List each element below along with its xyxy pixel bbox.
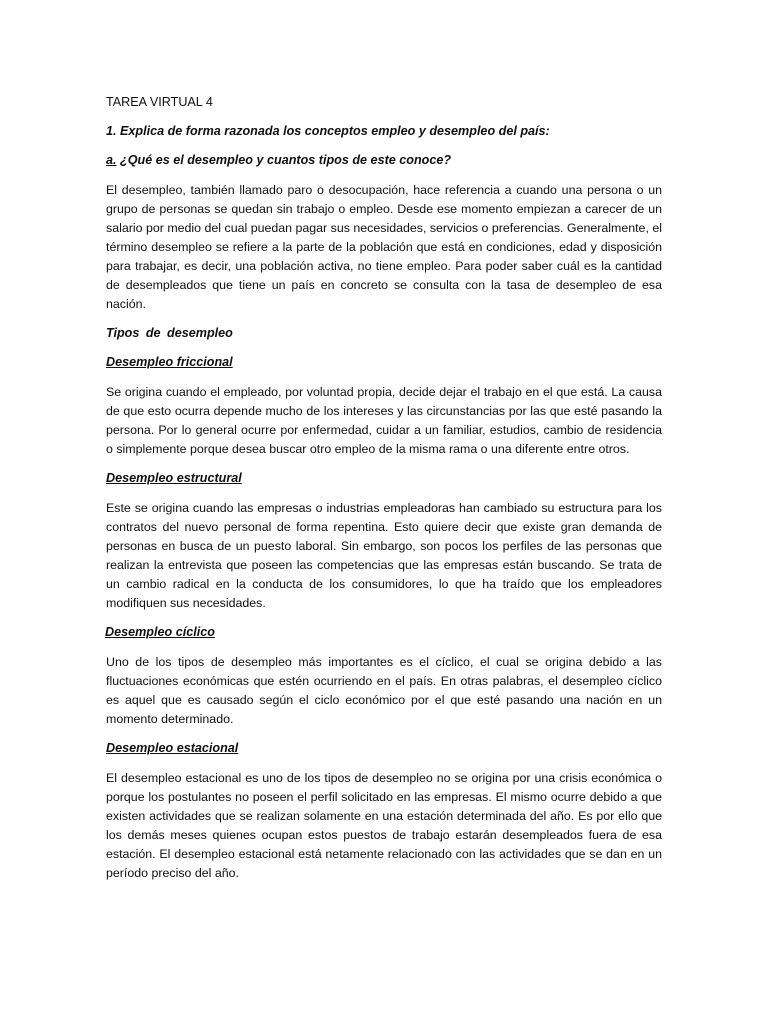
document-title: TAREA VIRTUAL 4	[106, 95, 213, 109]
section-heading-estructural: Desempleo estructural	[106, 471, 242, 485]
subquestion-text: ¿Qué es el desempleo y cuantos tipos de este conoce?	[116, 153, 452, 167]
subquestion-a	[106, 152, 662, 169]
section-text-estructural: Este se origina cuando las empresas o industrias empleadoras han cambiado su estructura para los contratos del nuevo personal de forma repentina. Esto quiere decir que existe gran demanda de personas en busca de un puesto laboral. Sin embargo, son pocos los perfiles de las personas que realizan la entrevista que poseen las competencias que las empresas están buscando. Se trata de un cambio radical en la conducta de los consumidores, lo que ha traído que los empleadores modifiquen sus necesidades.	[106, 501, 662, 610]
section-text-estacional: El desempleo estacional es uno de los tipos de desempleo no se origina por una crisis económica o porque los postulantes no poseen el perfil solicitado en las empresas. El mismo ocurre debido a que existen actividades que se realizan solamente en una estación determinada del año. Es por ello que los demás meses quienes ocupan estos puestos de trabajo estarán desempleados fuera de esa estación. El desempleo estacional está netamente relacionado con las actividades que se dan en un período preciso del año.	[106, 771, 662, 880]
subquestion-marker: a.	[106, 153, 117, 167]
question-1: 1. Explica de forma razonada los conceptos empleo y desempleo del país:	[106, 124, 550, 138]
intro-paragraph: El desempleo, también llamado paro o desocupación, hace referencia a cuando una persona o un grupo de personas se quedan sin trabajo o empleo. Desde ese momento empiezan a carecer de un salario por medio del cual puedan pagar sus necesidades, servicios o preferencias. Generalmente, el término desempleo se refiere a la parte de la población que está en condiciones, edad y disposición para trabajar, es decir, una población activa, no tiene empleo. Para poder saber cuál es la cantidad de desempleados que tiene un país en concreto se consulta con la tasa de desempleo de esa nación.	[106, 183, 662, 311]
section-heading-friccional: Desempleo friccional	[106, 355, 233, 369]
document-page	[106, 94, 662, 894]
section-text-friccional: Se origina cuando el empleado, por voluntad propia, decide dejar el trabajo en el que está. La causa de que esto ocurra depende mucho de los intereses y las circunstancias por las que esté pasando la persona. Por lo general ocurre por enfermedad, cuidar a un familiar, estudios, cambio de residencia o simplemente porque desea buscar otro empleo de la misma rama o una diferente entre otros.	[106, 385, 662, 456]
section-heading-estacional: Desempleo estacional	[106, 741, 239, 755]
section-text-ciclico: Uno de los tipos de desempleo más importantes es el cíclico, el cual se origina debido a las fluctuaciones económicas que estén ocurriendo en el país. En otras palabras, el desempleo cíclico es aquel que es causado según el ciclo económico por el que esté pasando una nación en un momento determinado.	[106, 655, 662, 726]
section-heading-ciclico: Desempleo cíclico	[105, 625, 215, 639]
types-heading: Tipos de desempleo	[106, 326, 233, 340]
